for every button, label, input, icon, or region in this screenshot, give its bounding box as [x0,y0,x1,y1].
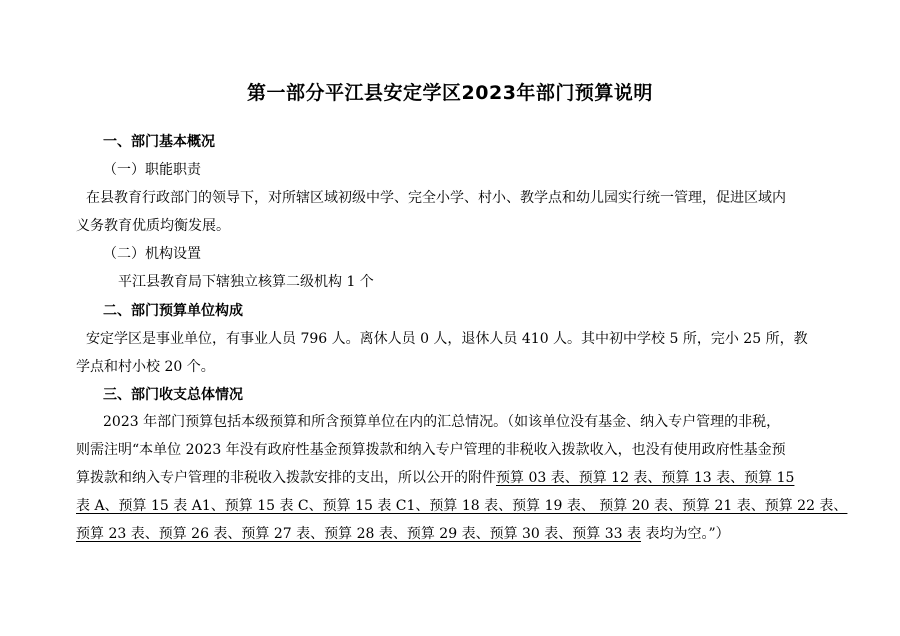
section-1-paragraph-2: 平江县教育局下辖独立核算二级机构 1 个 [118,274,374,290]
section-3-line-4 [76,496,847,516]
section-3-line-3-underlined: 预算 03 表、预算 12 表、预算 13 表、预算 15 [496,470,795,486]
section-3-line-5 [76,524,730,544]
section-3-heading: 三、部门收支总体情况 [103,387,243,403]
section-3-line-2: 则需注明“本单位 2023 年没有政府性基金预算拨款和纳入专户管理的非税收入拨款收入，也没有使用政府性基金预 [76,442,786,458]
section-3-line-4-underlined: 表 A、预算 15 表 A1、预算 15 表 C、预算 15 表 C1、预算 18 表、预算 19 表、 预算 20 表、预算 21 表、预算 22 表、 [76,498,848,514]
section-1-sub-2: （二）机构设置 [103,246,201,262]
section-1-sub-1: （一）职能职责 [103,162,201,178]
section-2-paragraph-line-2: 学点和村小校 20 个。 [76,359,215,375]
section-3-line-5-underlined: 预算 23 表、预算 26 表、预算 27 表、预算 28 表、预算 29 表、预算 30 表、预算 33 表 [76,526,642,542]
section-3-line-3 [76,468,794,488]
section-3-line-1: 2023 年部门预算包括本级预算和所含预算单位在内的汇总情况。（如该单位没有基金、纳入专户管理的非税， [103,414,781,430]
section-1-paragraph-1-line-1: 在县教育行政部门的领导下，对所辖区域初级中学、完全小学、村小、教学点和幼儿园实行统一管理，促进区域内 [86,190,786,206]
section-2-heading: 二、部门预算单位构成 [103,303,243,319]
section-2-paragraph-line-1: 安定学区是事业单位，有事业人员 796 人。离休人员 0 人，退休人员 410 人。其中初中学校 5 所，完小 25 所，教 [86,331,808,347]
section-1-heading: 一、部门基本概况 [103,134,215,150]
section-3-line-3-text: 算拨款和纳入专户管理的非税收入拨款安排的支出，所以公开的附件 [76,470,496,486]
section-1-paragraph-1-line-2: 义务教育优质均衡发展。 [76,218,230,234]
section-3-line-5-text: 表均为空。”） [641,526,730,542]
page-title: 第一部分平江县安定学区2023年部门预算说明 [247,82,653,104]
